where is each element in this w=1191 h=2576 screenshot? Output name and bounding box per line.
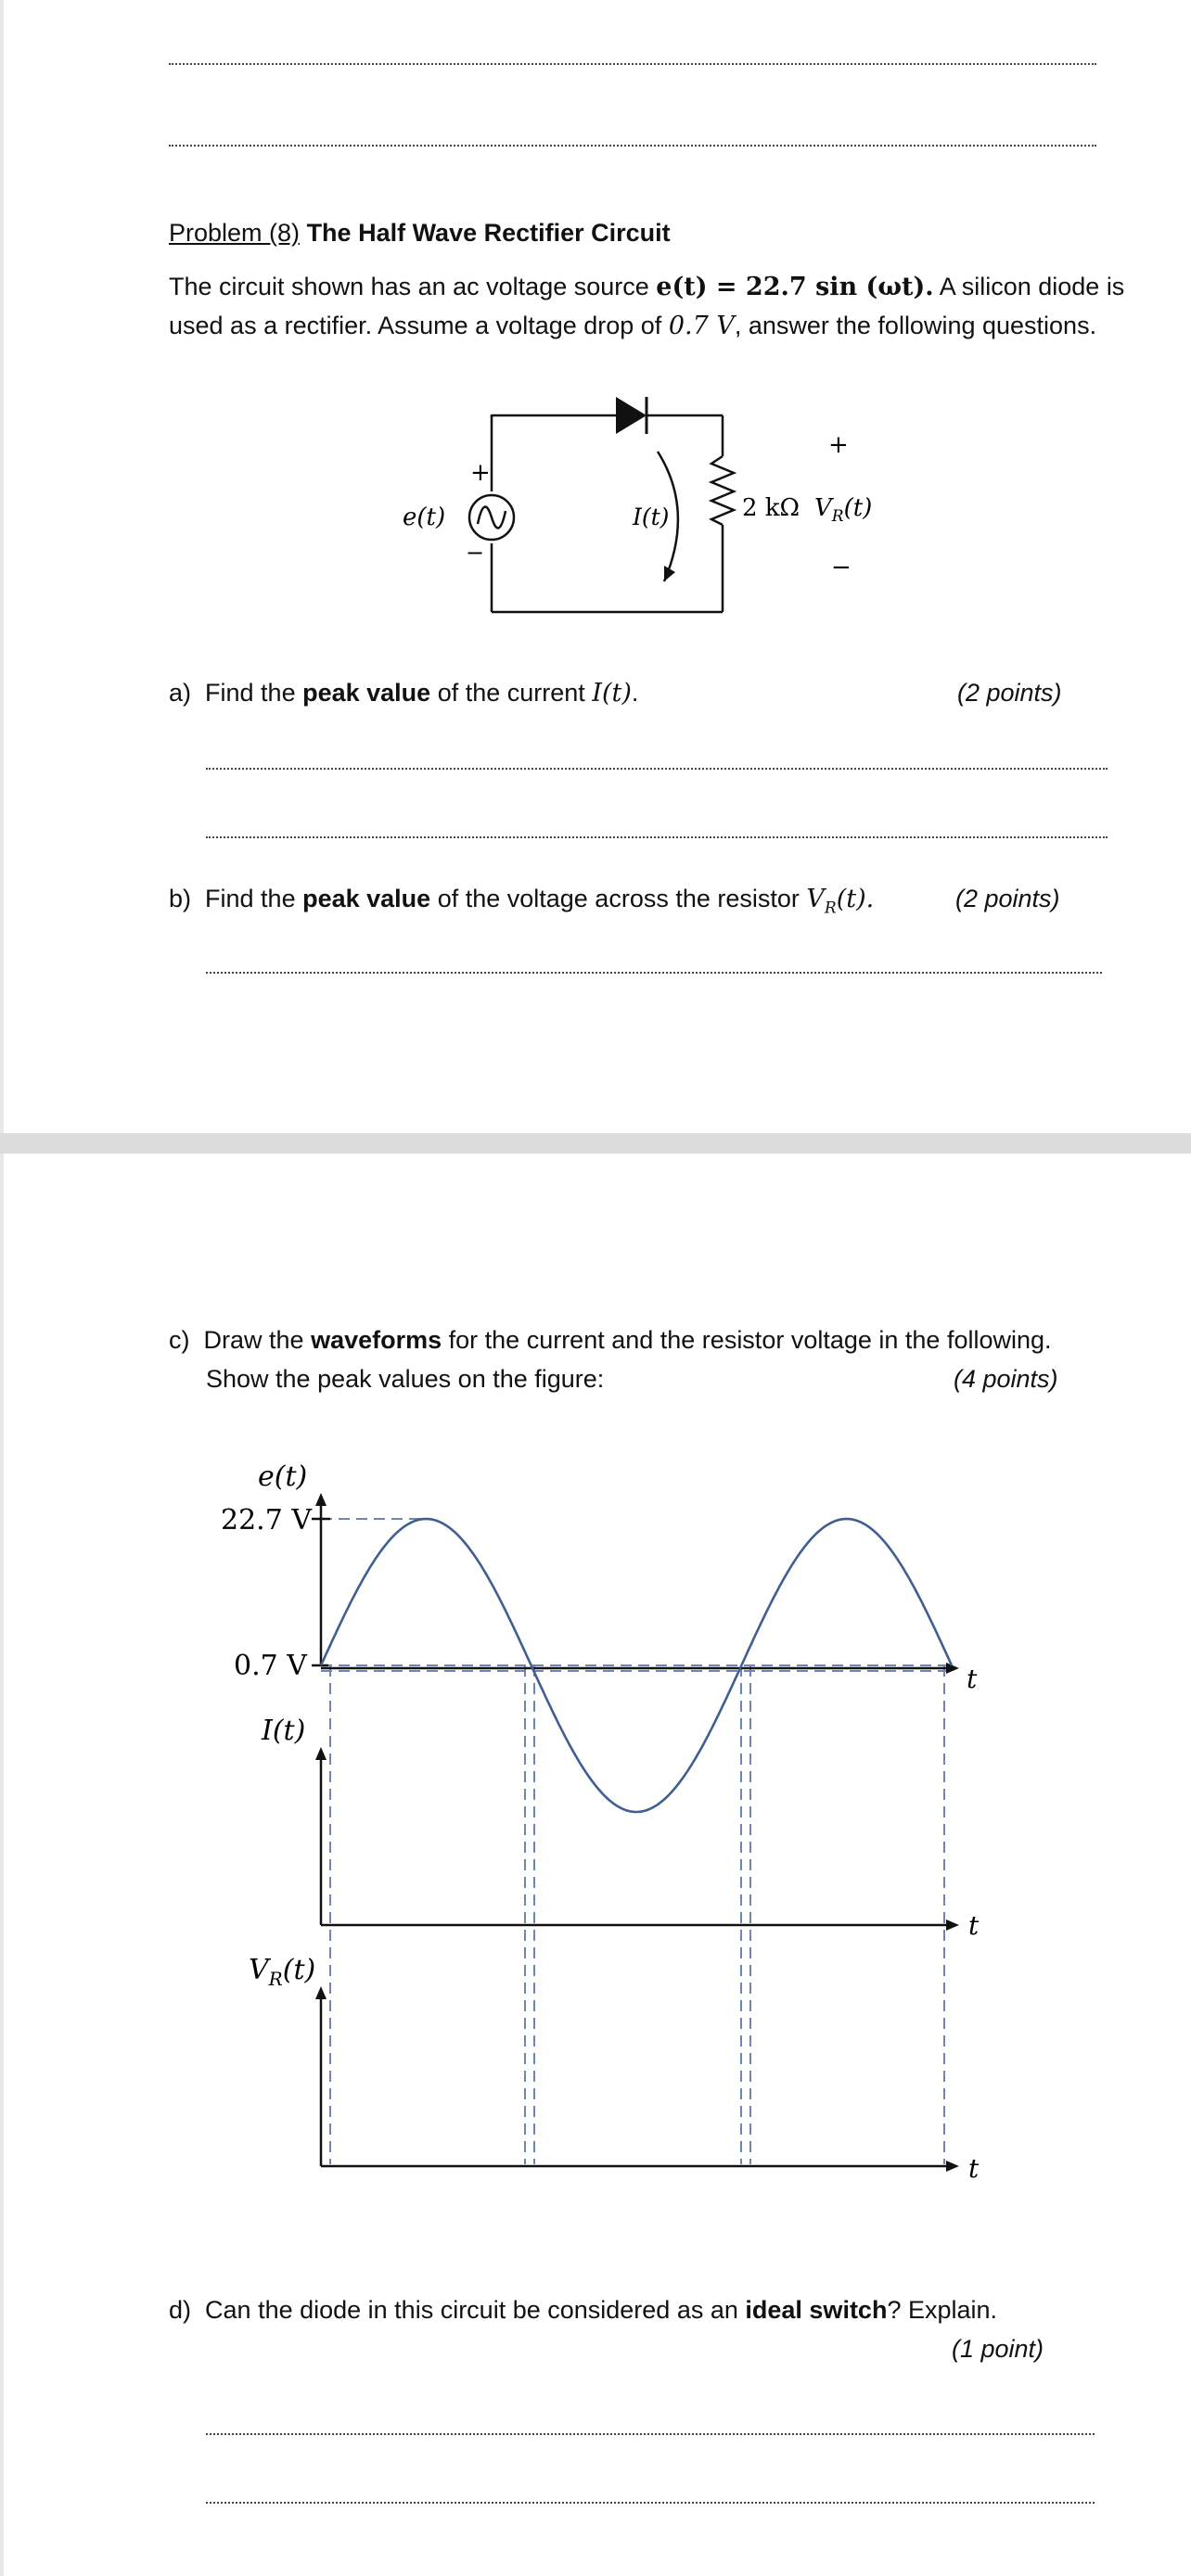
problem-number: Problem (8)	[169, 219, 301, 247]
question-text: of the voltage across the resistor	[430, 885, 807, 912]
points-b: (2 points)	[955, 885, 1060, 912]
diode-triangle	[616, 397, 647, 434]
circuit-diagram	[4, 0, 1191, 668]
question-text: Can the diode in this circuit be considered as an	[205, 2296, 746, 2324]
intro-text: , answer the following questions.	[734, 312, 1097, 339]
i-axis-label: I(t)	[262, 1715, 306, 1747]
answer-line	[206, 2433, 1095, 2435]
page-1	[0, 0, 1191, 1133]
question-c-line-2: Show the peak values on the figure:	[206, 1365, 605, 1393]
intro-text: used as a rectifier. Assume a voltage drop of	[169, 312, 669, 339]
source-minus: −	[466, 540, 485, 566]
e-axis-label: e(t)	[258, 1460, 308, 1493]
drop-label: 0.7 V	[234, 1650, 307, 1682]
t-label-top: t	[967, 1664, 978, 1694]
vr-plus: +	[828, 431, 849, 459]
question-text: Draw the	[203, 1326, 312, 1354]
question-emphasis: waveforms	[311, 1326, 442, 1354]
question-d	[169, 2290, 997, 2329]
t-label-bottom: t	[968, 2153, 980, 2184]
question-text: for the current and the resistor voltage in the following.	[442, 1326, 1052, 1354]
intro-text: A silicon diode is	[933, 273, 1125, 300]
question-text: Find the	[205, 679, 303, 707]
drop-value: 0.7 V	[668, 312, 735, 340]
answer-line	[206, 836, 1108, 838]
vr-label: $V_R(t)$	[814, 494, 873, 526]
vr-time-arrow	[946, 2161, 959, 2172]
points-a: (2 points)	[957, 679, 1062, 707]
resistor-zigzag	[711, 456, 734, 525]
question-label: c)	[169, 1326, 190, 1354]
i-axis-arrow	[315, 1747, 327, 1760]
source-label: e(t)	[403, 504, 446, 531]
e-time-arrow	[946, 1663, 959, 1674]
source-plus: +	[470, 459, 491, 487]
question-emphasis: peak value	[302, 679, 431, 707]
vr-minus: −	[831, 554, 852, 581]
answer-line	[206, 2502, 1095, 2504]
peak-label: 22.7 V	[221, 1504, 312, 1537]
question-text: Find the	[205, 885, 303, 912]
question-text: of the current	[430, 679, 593, 707]
question-variable: I(t)	[592, 679, 632, 708]
question-label: a)	[169, 679, 192, 707]
points-d: (1 point)	[952, 2335, 1044, 2363]
resistor-label: 2 kΩ	[742, 494, 800, 522]
question-a	[169, 673, 638, 713]
question-variable: $V_R(t)$.	[806, 885, 875, 918]
question-label: b)	[169, 885, 192, 912]
points-c: (4 points)	[954, 1365, 1058, 1393]
vr-axis-arrow	[315, 1986, 327, 1999]
waveform-figure	[4, 1154, 1191, 2220]
question-b	[169, 879, 874, 927]
vr-axis-label: $V_R(t)$	[249, 1954, 316, 1990]
question-text: .	[631, 679, 639, 707]
source-equation: e(t) = 22.7 sin (ωt).	[656, 273, 934, 301]
e-axis-arrow	[315, 1493, 327, 1506]
question-text: ? Explain.	[887, 2296, 998, 2324]
answer-line	[206, 768, 1108, 770]
t-label-middle: t	[968, 1910, 980, 1941]
i-time-arrow	[946, 1919, 959, 1931]
question-emphasis: peak value	[302, 885, 431, 912]
question-emphasis: ideal switch	[745, 2296, 888, 2324]
current-label: I(t)	[633, 504, 670, 530]
problem-title: The Half Wave Rectifier Circuit	[306, 219, 671, 247]
page-2	[0, 1154, 1191, 2576]
answer-line	[206, 972, 1102, 974]
question-label: d)	[169, 2296, 192, 2324]
intro-text: The circuit shown has an ac voltage source	[169, 273, 657, 300]
